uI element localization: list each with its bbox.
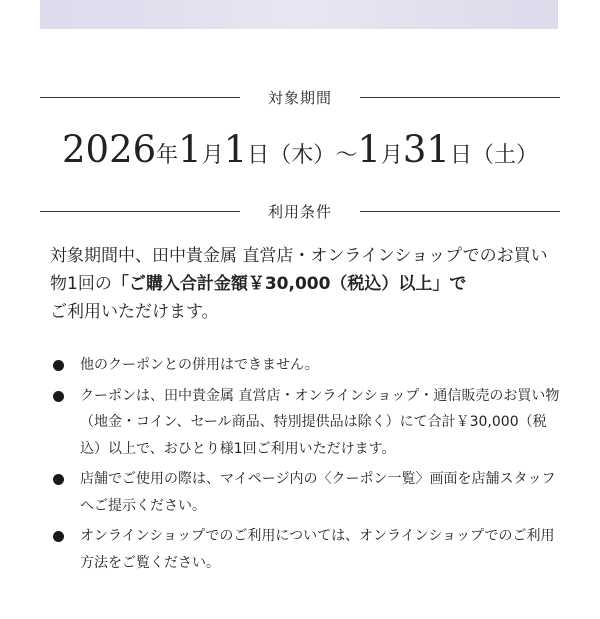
note-text: クーポンは、田中貴金属 直営店・オンラインショップ・通信販売のお買い物（地金・コイン、セール商品、特別提供品は除く）にて合計￥30,000（税込）以上で、おひとり様1回ご利用いただけます。: [80, 387, 560, 457]
terms-heading-label: 利用条件: [267, 203, 332, 221]
list-item: [50, 523, 560, 576]
note-text: 店舗でご使用の際は、マイページ内の〈クーポン一覧〉画面を店舗スタッフへご提示ください。: [80, 471, 556, 514]
end-month: 1: [357, 128, 381, 171]
terms-text-after: ご利用いただけます。: [50, 302, 219, 322]
end-weekday: （土）: [472, 143, 539, 168]
terms-text-before: 対象期間中、田中貴金属 直営店・オンラインショップでのお買い物1回の: [50, 246, 548, 294]
notes-list: [50, 352, 560, 580]
terms-text-highlight: 「ご購入合計金額￥30,000（税込）以上」で: [111, 274, 467, 294]
start-day: 1: [223, 128, 248, 171]
period-heading: [40, 86, 560, 110]
start-year: 2026: [61, 128, 157, 171]
period-heading-label: 対象期間: [267, 89, 332, 107]
list-item: [50, 466, 560, 519]
start-weekday: （木）: [269, 143, 336, 168]
bullet-icon: [53, 391, 64, 402]
period-dates: [40, 122, 560, 184]
start-day-unit: 日: [247, 143, 270, 168]
banner-image-strip: [40, 0, 558, 29]
bullet-icon: [53, 474, 64, 485]
bullet-icon: [53, 531, 64, 542]
terms-heading: [40, 200, 560, 224]
list-item: [50, 352, 560, 379]
start-month: 1: [178, 128, 202, 171]
list-item: [50, 383, 560, 463]
divider-line-right: [360, 97, 560, 98]
period-separator: ～: [335, 143, 358, 168]
note-text: 他のクーポンとの併用はできません。: [80, 357, 319, 373]
start-month-unit: 月: [201, 143, 224, 168]
end-month-unit: 月: [380, 143, 403, 168]
note-text: オンラインショップでのご利用については、オンラインショップでのご利用方法をご覧ください。: [80, 528, 555, 571]
divider-line-right: [360, 211, 560, 212]
end-day-unit: 日: [449, 143, 472, 168]
end-day: 31: [402, 128, 450, 171]
bullet-icon: [53, 360, 64, 371]
terms-description: [50, 242, 560, 326]
start-year-unit: 年: [156, 143, 179, 168]
